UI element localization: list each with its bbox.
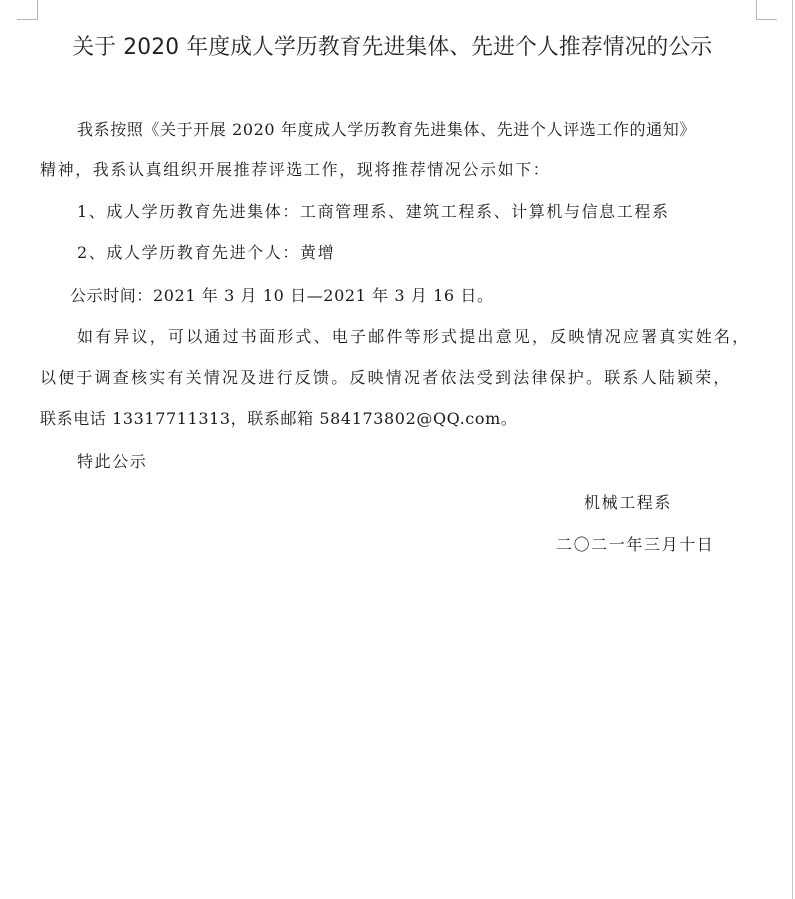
signature-department: 机械工程系 xyxy=(584,493,673,512)
paragraph2-line2: 以便于调查核实有关情况及进行反馈。反映情况者依法受到法律保护。联系人陆颖荣， xyxy=(40,368,732,387)
closing-text: 特此公示 xyxy=(77,452,148,471)
corner-mark-top-left xyxy=(17,0,38,20)
list-item-collectives: 1、成人学历教育先进集体：工商管理系、建筑工程系、计算机与信息工程系 xyxy=(77,202,670,221)
paragraph2-line1: 如有异议，可以通过书面形式、电子邮件等形式提出意见，反映情况应署真实姓名， xyxy=(77,327,751,346)
corner-mark-top-right xyxy=(756,0,777,20)
list-item-individual: 2、成人学历教育先进个人：黄增 xyxy=(77,243,336,262)
page-edge xyxy=(792,0,793,899)
paragraph1-line1: 我系按照《关于开展 2020 年度成人学历教育先进集体、先进个人评选工作的通知》 xyxy=(77,120,696,139)
document-title: 关于 2020 年度成人学历教育先进集体、先进个人推荐情况的公示 xyxy=(72,35,713,60)
paragraph2-line3: 联系电话 13317711313，联系邮箱 584173802@QQ.com。 xyxy=(40,409,518,428)
signature-date: 二〇二一年三月十日 xyxy=(556,535,715,554)
paragraph1-line2: 精神，我系认真组织开展推荐评选工作，现将推荐情况公示如下： xyxy=(40,160,551,179)
announcement-period: 公示时间：2021 年 3 月 10 日—2021 年 3 月 16 日。 xyxy=(70,286,494,305)
